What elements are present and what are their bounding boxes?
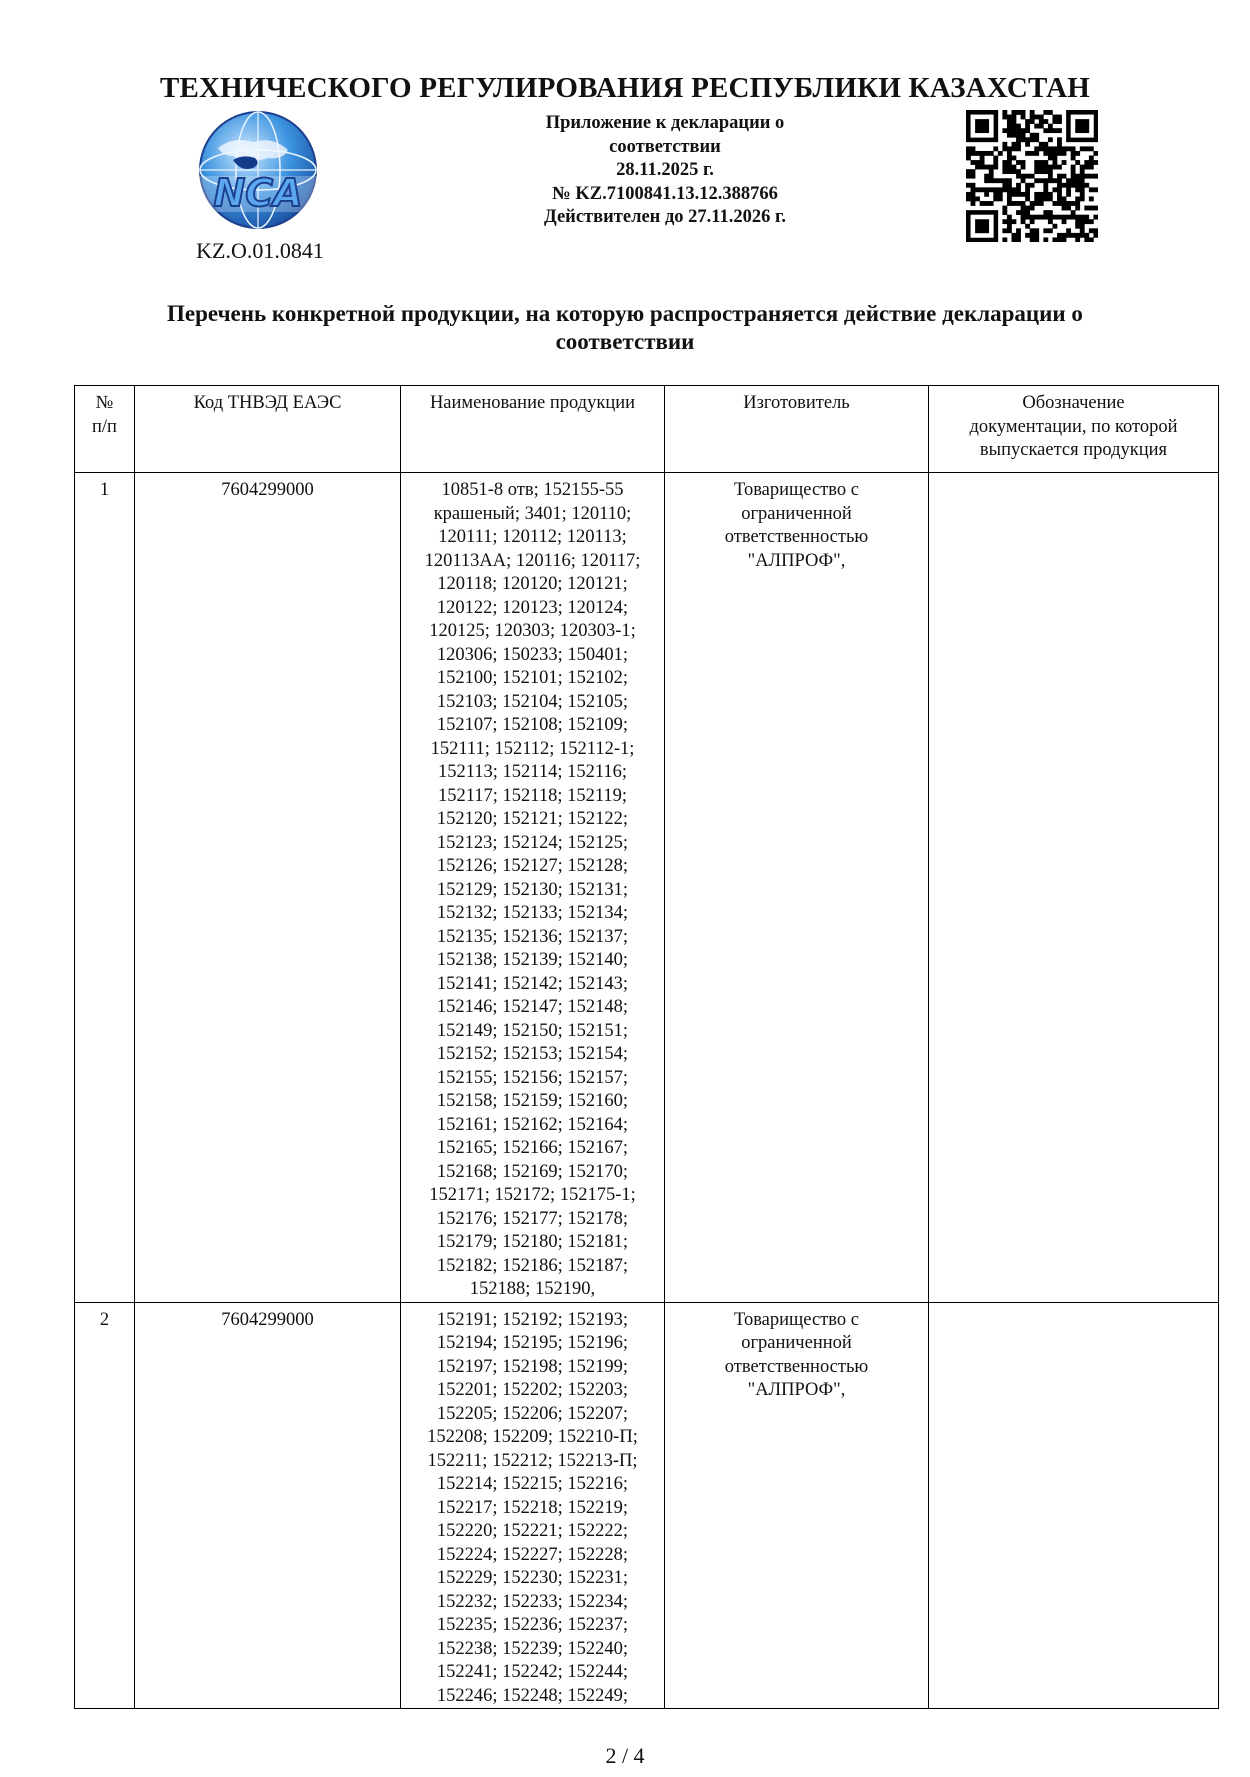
product-name-line: 152165; 152166; 152167; — [436, 1138, 629, 1158]
header-doc — [929, 386, 1219, 473]
maker-line: Товарищество с — [734, 480, 859, 500]
row-doc — [929, 1302, 1219, 1709]
page-number: 2 / 4 — [605, 1743, 645, 1768]
product-name-line: 152224; 152227; 152228; — [436, 1544, 629, 1565]
header-name: Наименование продукции — [401, 386, 665, 473]
product-name-line: 152211; 152212; 152213-П; — [427, 1450, 638, 1471]
header-doc-line1: Обозначение — [1022, 393, 1125, 413]
table-header-row — [75, 386, 1219, 473]
product-name-line: 120306; 150233; 150401; — [436, 644, 629, 665]
product-name-line: 152155; 152156; 152157; — [436, 1067, 629, 1088]
row-product-names — [401, 1302, 665, 1709]
maker-line: "АЛПРОФ", — [747, 550, 846, 571]
product-name-line: 152208; 152209; 152210-П; — [427, 1427, 638, 1447]
product-name-line: 152246; 152248; 152249; — [436, 1685, 629, 1706]
product-name-line: 152188; 152190, — [469, 1279, 596, 1299]
logo-lettering: NCA — [213, 171, 303, 215]
header-num — [75, 386, 135, 473]
annex-line2: соответствии — [609, 136, 721, 157]
product-list-title — [110, 300, 1140, 356]
maker-line: ограниченной — [741, 1333, 852, 1353]
row-maker — [665, 473, 929, 1303]
product-name-line: 120111; 120112; 120113; — [438, 527, 627, 547]
header-code: Код ТНВЭД ЕАЭС — [135, 386, 401, 473]
product-table — [74, 385, 1219, 1709]
annex-line1: Приложение к декларации о — [545, 113, 785, 133]
qr-code-icon — [966, 110, 1098, 242]
product-name-line: 152179; 152180; 152181; — [436, 1232, 629, 1252]
row-maker — [665, 1302, 929, 1709]
list-title-line1: Перечень конкретной продукции, на которую распространяется действие декларации о — [167, 301, 1083, 326]
product-name-line: 152138; 152139; 152140; — [436, 950, 629, 970]
product-name-line: 152168; 152169; 152170; — [436, 1161, 629, 1182]
product-name-line: 10851-8 отв; 152155-55 — [441, 480, 624, 500]
header-num-line1: № — [95, 393, 114, 413]
annex-date: 28.11.2025 г. — [616, 160, 714, 180]
header-doc-line3: выпускается продукция — [979, 440, 1168, 460]
product-name-line: 152214; 152215; 152216; — [436, 1474, 629, 1494]
product-name-line: 152171; 152172; 152175-1; — [429, 1185, 636, 1205]
maker-line: Товарищество с — [734, 1309, 859, 1330]
product-name-line: 152149; 152150; 152151; — [436, 1020, 629, 1041]
annex-number: № KZ.7100841.13.12.388766 — [552, 183, 778, 204]
product-name-line: 152152; 152153; 152154; — [436, 1044, 629, 1064]
product-name-line: 152100; 152101; 152102; — [436, 668, 629, 688]
annex-block — [470, 112, 860, 230]
row-code: 7604299000 — [135, 473, 401, 1303]
product-name-line: 152217; 152218; 152219; — [436, 1497, 629, 1518]
product-name-line: 152161; 152162; 152164; — [436, 1114, 629, 1135]
product-name-line: 152135; 152136; 152137; — [436, 926, 629, 947]
table-row — [75, 473, 1219, 1303]
product-name-line: 152182; 152186; 152187; — [436, 1255, 629, 1276]
product-name-line: 152103; 152104; 152105; — [436, 691, 629, 712]
product-name-line: 120113АА; 120116; 120117; — [424, 550, 641, 571]
product-name-line: крашеный; 3401; 120110; — [433, 503, 632, 524]
row-code: 7604299000 — [135, 1302, 401, 1709]
product-name-line: 152220; 152221; 152222; — [436, 1521, 629, 1541]
product-name-line: 152235; 152236; 152237; — [436, 1615, 629, 1635]
product-name-line: 152129; 152130; 152131; — [436, 879, 629, 900]
row-num: 2 — [75, 1302, 135, 1709]
product-name-line: 152241; 152242; 152244; — [436, 1662, 629, 1682]
header-maker: Изготовитель — [665, 386, 929, 473]
product-name-line: 152197; 152198; 152199; — [436, 1356, 629, 1377]
header-num-line2: п/п — [92, 416, 117, 437]
maker-line: ответственностью — [724, 527, 869, 547]
product-name-line: 120122; 120123; 120124; — [436, 597, 629, 618]
accreditation-code: KZ.O.01.0841 — [196, 238, 324, 263]
product-name-line: 152194; 152195; 152196; — [436, 1333, 629, 1353]
product-name-line: 152191; 152192; 152193; — [436, 1309, 629, 1330]
product-name-line: 152126; 152127; 152128; — [436, 856, 629, 876]
header-doc-line2: документации, по которой — [969, 416, 1178, 437]
product-name-line: 152120; 152121; 152122; — [436, 809, 629, 829]
row-num: 1 — [75, 473, 135, 1303]
maker-line: ограниченной — [741, 503, 852, 524]
list-title-line2: соответствии — [555, 329, 695, 354]
product-name-line: 152201; 152202; 152203; — [436, 1380, 629, 1400]
product-name-line: 152107; 152108; 152109; — [436, 715, 629, 735]
maker-line: "АЛПРОФ", — [747, 1380, 846, 1400]
product-name-line: 152232; 152233; 152234; — [436, 1591, 629, 1612]
product-name-line: 152205; 152206; 152207; — [436, 1403, 629, 1424]
product-name-line: 152141; 152142; 152143; — [436, 973, 629, 994]
product-name-line: 152113; 152114; 152116; — [437, 762, 628, 782]
nca-globe-logo — [178, 108, 338, 238]
table-row — [75, 1302, 1219, 1709]
product-name-line: 152158; 152159; 152160; — [436, 1091, 629, 1111]
product-name-line: 152229; 152230; 152231; — [436, 1568, 629, 1588]
product-name-line: 152176; 152177; 152178; — [436, 1208, 629, 1229]
product-name-line: 152146; 152147; 152148; — [436, 997, 629, 1017]
product-name-line: 120118; 120120; 120121; — [437, 574, 628, 594]
row-product-names — [401, 473, 665, 1303]
product-name-line: 120125; 120303; 120303-1; — [429, 621, 636, 641]
product-name-line: 152238; 152239; 152240; — [436, 1638, 629, 1659]
product-name-line: 152117; 152118; 152119; — [437, 785, 628, 806]
product-name-line: 152132; 152133; 152134; — [436, 903, 629, 923]
header-title: ТЕХНИЧЕСКОГО РЕГУЛИРОВАНИЯ РЕСПУБЛИКИ КАЗАХСТАН — [159, 72, 1091, 104]
product-name-line: 152111; 152112; 152112-1; — [430, 738, 635, 759]
row-doc — [929, 473, 1219, 1303]
product-name-line: 152123; 152124; 152125; — [436, 832, 629, 853]
maker-line: ответственностью — [724, 1356, 869, 1377]
annex-valid-until: Действителен до 27.11.2026 г. — [544, 207, 786, 227]
